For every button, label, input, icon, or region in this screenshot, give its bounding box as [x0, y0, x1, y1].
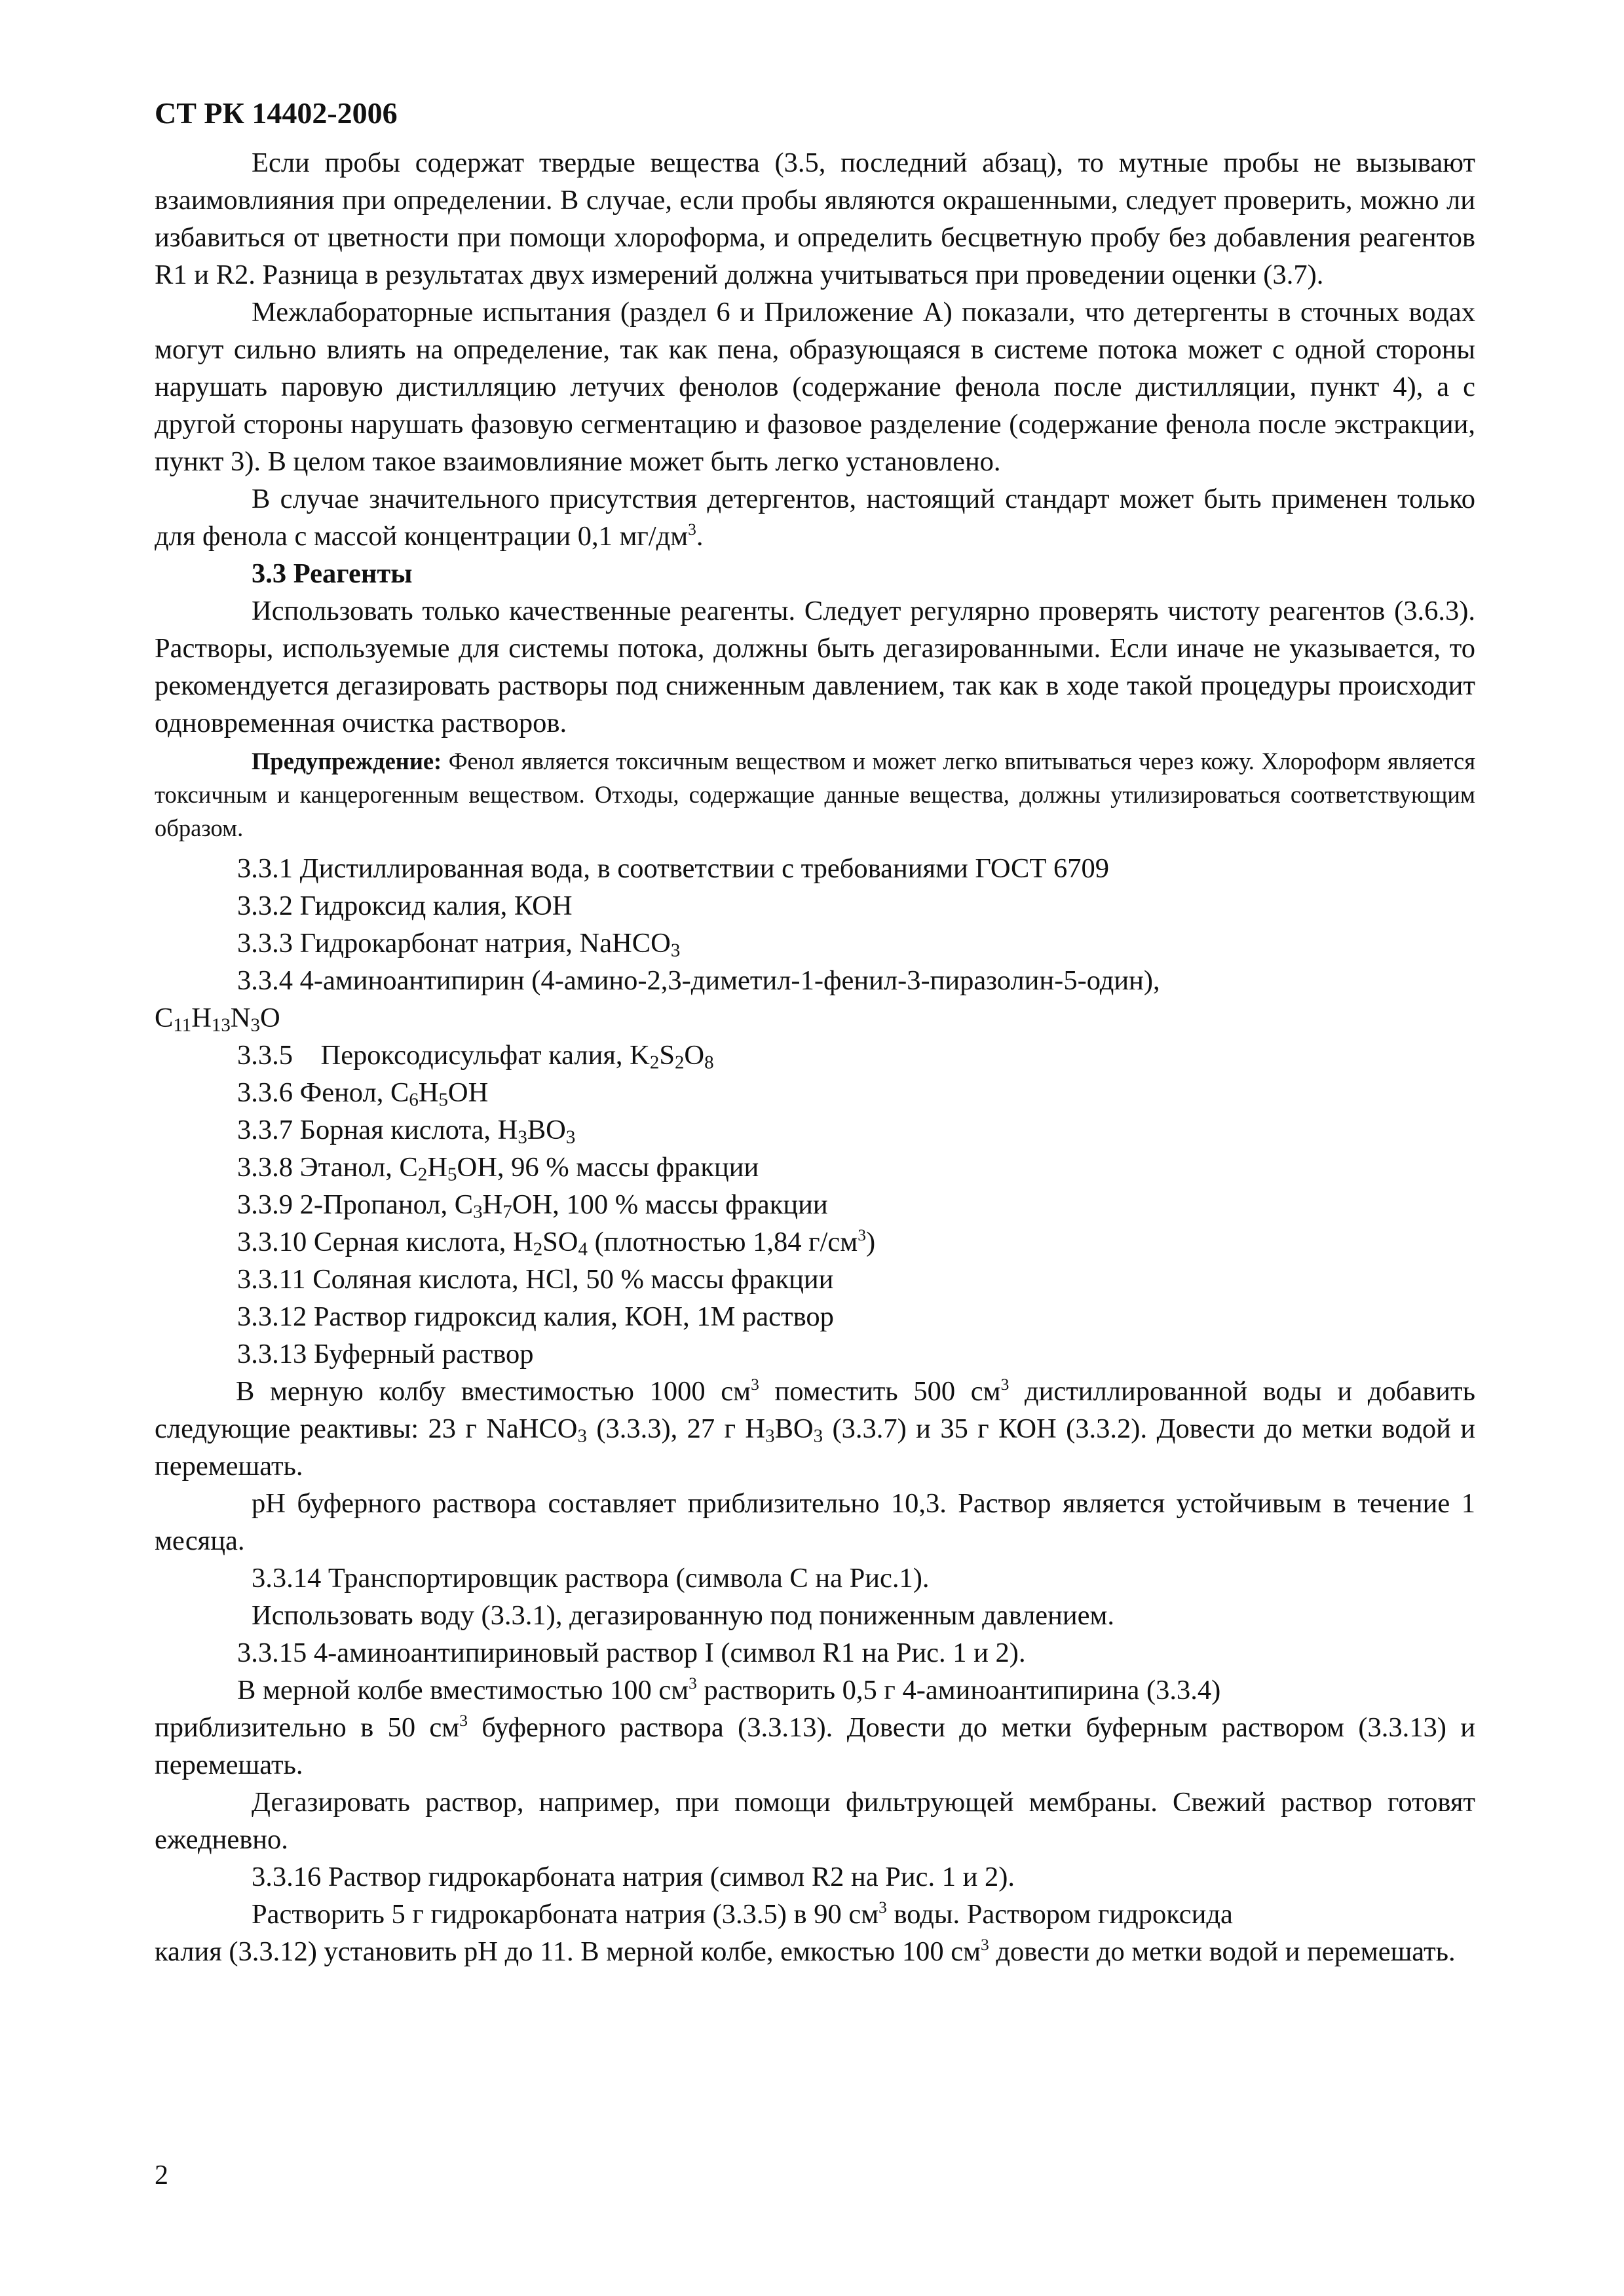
paragraph-buffer-preparation: В мерную колбу вместимостью 1000 $см^3$ поместить 500 $см^3$ дистиллированной воды и добавить следующие реактивы: 23 г NaHCO$_3$ (3.3.3), 27 г $H_3BO_3$ (3.3.7) и 35 г КОН (3.3.2). Довести до метки водой и перемешать. — [155, 1375, 1475, 1482]
reagent-item-3-3-16: 3.3.16 Раствор гидрокарбоната натрия (символ R2 на Рис. 1 и 2). — [252, 1862, 1015, 1892]
paragraph-detergents: В случае значительного присутствия детергентов, настоящий стандарт может быть применен только для фенола с массой концентрации 0,1 $мг/дм^3$. — [155, 484, 1475, 552]
paragraph-transport-water: Использовать воду (3.3.1), дегазированную под пониженным давлением. — [252, 1600, 1115, 1631]
paragraph-aminoantipyrine-prep-line1: В мерной колбе вместимостью 100 $см^3$ растворить 0,5 г 4-аминоантипирина (3.3.4) — [237, 1674, 1221, 1706]
reagent-item-3-3-10: 3.3.10 Серная кислота, $H_2SO_4$ (плотностью 1,84 $г/см^3$) — [237, 1225, 876, 1260]
paragraph-buffer-ph: pH буферного раствора составляет приблизительно 10,3. Раствор является устойчивым в течение 1 месяца. — [155, 1488, 1475, 1556]
paragraph-aminoantipyrine-prep-line2: приблизительно в 50 $см^3$ буферного раствора (3.3.13). Довести до метки буферным раствором (3.3.13) и перемешать. — [155, 1711, 1475, 1780]
reagent-item-3-3-4: 3.3.4 4-аминоантипирин (4-амино-2,3-диметил-1-фенил-3-пиразолин-5-один), — [237, 965, 1160, 996]
reagent-item-3-3-6: 3.3.6 Фенол, $C_6H_5OH$ — [237, 1077, 489, 1111]
paragraph-bicarbonate-prep-line2: калия (3.3.12) установить pH до 11. В мерной колбе, емкостью 100 $см^3$ довести до метки водой и перемешать. — [155, 1935, 1456, 1967]
page-content — [155, 92, 1475, 1970]
reagent-item-3-3-1: 3.3.1 Дистиллированная вода, в соответствии с требованиями ГОСТ 6709 — [237, 853, 1109, 884]
warning-note: Предупреждение: Фенол является токсичным веществом и может легко впитываться через кожу. Хлороформ является токсичным и канцерогенным веществом. Отходы, содержащие данные вещества, должны утилизироваться соответствующим образом. — [155, 748, 1475, 841]
reagent-item-3-3-2: 3.3.2 Гидроксид калия, КОН — [237, 890, 573, 921]
reagent-item-3-3-3: 3.3.3 Гидрокарбонат натрия, NaHCO$_3$ — [237, 928, 681, 961]
paragraph-degas-solution: Дегазировать раствор, например, при помощи фильтрующей мембраны. Свежий раствор готовят ежедневно. — [155, 1787, 1475, 1855]
reagent-item-3-3-7: 3.3.7 Борная кислота, $H_3BO_3$ — [237, 1115, 576, 1148]
reagent-item-3-3-5: 3.3.5 Пероксодисульфат калия, $K_2S_2O_8$ — [237, 1040, 714, 1073]
reagent-item-3-3-13: 3.3.13 Буферный раствор — [237, 1339, 534, 1369]
document-header: СТ РК 14402-2006 — [155, 96, 398, 130]
section-heading-reagents: 3.3 Реагенты — [252, 558, 413, 589]
reagent-item-3-3-9: 3.3.9 2-Пропанол, $C_3H_7OH$, 100 % массы фракции — [237, 1189, 828, 1223]
reagent-item-3-3-4-formula: $C_{11}H_{13}N_3O$ — [155, 1003, 280, 1036]
reagent-item-3-3-11: 3.3.11 Соляная кислота, HCl, 50 % массы фракции — [237, 1264, 834, 1295]
page-number: 2 — [155, 2160, 168, 2191]
paragraph-interlab-tests: Межлабораторные испытания (раздел 6 и Приложение А) показали, что детергенты в сточных водах могут сильно влиять на определение, так как пена, образующаяся в системе потока может с одной стороны нарушать паровую дистилляцию летучих фенолов (содержание фенола после дистилляции, пункт 4), а с другой стороны нарушать фазовую сегментацию и фазовое разделение (содержание фенола после экстракции, пункт 3). В целом такое взаимовлияние может быть легко установлено. — [155, 297, 1475, 477]
reagent-item-3-3-12: 3.3.12 Раствор гидроксид калия, КОН, 1М раствор — [237, 1301, 834, 1332]
reagent-item-3-3-8: 3.3.8 Этанол, $C_2H_5OH$, 96 % массы фракции — [237, 1152, 759, 1185]
paragraph-reagent-quality: Использовать только качественные реагенты. Следует регулярно проверять чистоту реагентов (3.6.3). Растворы, используемые для системы потока, должны быть дегазированными. Если иначе не указывается, то рекомендуется дегазировать растворы под сниженным давлением, так как в ходе такой процедуры происходит одновременная очистка растворов. — [155, 596, 1475, 738]
paragraph-turbid-samples: Если пробы содержат твердые вещества (3.5, последний абзац), то мутные пробы не вызывают взаимовлияния при определении. В случае, если пробы являются окрашенными, следует проверить, можно ли избавиться от цветности при помощи хлороформа, и определить бесцветную пробу без добавления реагентов R1 и R2. Разница в результатах двух измерений должна учитываться при проведении оценки (3.7). — [155, 147, 1475, 290]
paragraph-bicarbonate-prep-line1: Растворить 5 г гидрокарбоната натрия (3.3.5) в 90 $см^3$ воды. Раствором гидроксида — [252, 1898, 1233, 1930]
warning-label: Предупреждение: — [252, 748, 442, 775]
reagent-item-3-3-15: 3.3.15 4-аминоантипириновый раствор I (символ R1 на Рис. 1 и 2). — [237, 1637, 1026, 1668]
reagent-item-3-3-14: 3.3.14 Транспортировщик раствора (символа C на Рис.1). — [252, 1563, 930, 1594]
